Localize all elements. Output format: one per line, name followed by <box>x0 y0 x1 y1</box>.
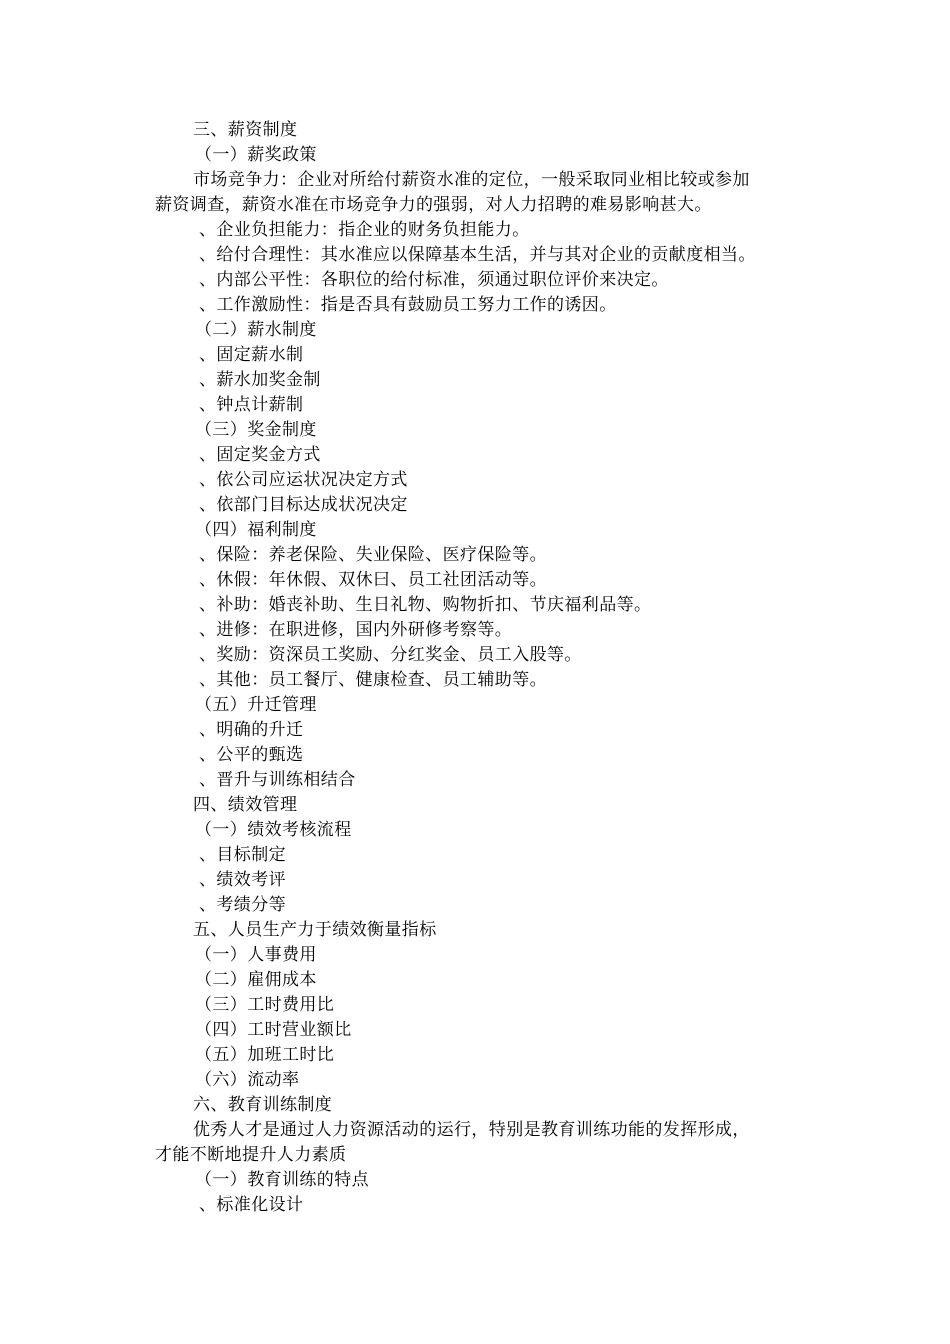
paragraph-first-line: 市场竞争力：企业对所给付薪资水准的定位，一般采取同业相比较或参加 <box>193 170 750 190</box>
section-heading: 三、薪资制度 <box>193 120 298 140</box>
section-heading: 四、绩效管理 <box>193 795 298 815</box>
document-body <box>155 118 815 1218</box>
list-item: 、钟点计薪制 <box>199 395 304 415</box>
list-item: 、标准化设计 <box>199 1195 304 1215</box>
list-item: 、给付合理性：其水准应以保障基本生活，并与其对企业的贡献度相当。 <box>199 245 756 265</box>
list-item: 、考绩分等 <box>199 895 286 915</box>
list-item: 、奖励：资深员工奖励、分红奖金、员工入股等。 <box>199 645 582 665</box>
list-item: 、补助：婚丧补助、生日礼物、购物折扣、节庆福利品等。 <box>199 595 652 615</box>
list-item: 、固定奖金方式 <box>199 445 321 465</box>
list-item: 、依公司应运状况决定方式 <box>199 470 408 490</box>
paragraph-first-line: 优秀人才是通过人力资源活动的运行，特别是教育训练功能的发挥形成， <box>193 1120 750 1140</box>
subsection-heading: （一）人事费用 <box>195 945 317 965</box>
list-item: 、薪水加奖金制 <box>199 370 321 390</box>
subsection-heading: （四）福利制度 <box>195 520 317 540</box>
subsection-heading: （五）加班工时比 <box>195 1045 335 1065</box>
list-item: 、固定薪水制 <box>199 345 304 365</box>
subsection-heading: （四）工时营业额比 <box>195 1020 352 1040</box>
list-item: 、依部门目标达成状况决定 <box>199 495 408 515</box>
list-item: 、保险：养老保险、失业保险、医疗保险等。 <box>199 545 547 565</box>
list-item: 、其他：员工餐厅、健康检查、员工辅助等。 <box>199 670 547 690</box>
list-item: 、明确的升迁 <box>199 720 304 740</box>
subsection-heading: （二）薪水制度 <box>195 320 317 340</box>
section-heading: 五、人员生产力于绩效衡量指标 <box>193 920 437 940</box>
list-item: 、目标制定 <box>199 845 286 865</box>
list-item: 、休假：年休假、双休曰、员工社团活动等。 <box>199 570 547 590</box>
subsection-heading: （六）流动率 <box>195 1070 300 1090</box>
list-item: 、工作激励性：指是否具有鼓励员工努力工作的诱因。 <box>199 295 617 315</box>
list-item: 、企业负担能力：指企业的财务负担能力。 <box>199 220 530 240</box>
subsection-heading: （一）薪奖政策 <box>195 145 317 165</box>
paragraph-continuation: 薪资调查，薪资水准在市场竞争力的强弱，对人力招聘的难易影响甚大。 <box>155 195 712 215</box>
section-heading: 六、教育训练制度 <box>193 1095 333 1115</box>
list-item: 、绩效考评 <box>199 870 286 890</box>
subsection-heading: （三）工时费用比 <box>195 995 335 1015</box>
subsection-heading: （五）升迁管理 <box>195 695 317 715</box>
subsection-heading: （三）奖金制度 <box>195 420 317 440</box>
subsection-heading: （一）教育训练的特点 <box>195 1170 369 1190</box>
list-item: 、内部公平性：各职位的给付标准，须通过职位评价来决定。 <box>199 270 669 290</box>
paragraph-continuation: 才能不断地提升人力素质 <box>155 1145 347 1165</box>
list-item: 、晋升与训练相结合 <box>199 770 356 790</box>
list-item: 、进修：在职进修，国内外研修考察等。 <box>199 620 513 640</box>
subsection-heading: （二）雇佣成本 <box>195 970 317 990</box>
list-item: 、公平的甄选 <box>199 745 304 765</box>
subsection-heading: （一）绩效考核流程 <box>195 820 352 840</box>
